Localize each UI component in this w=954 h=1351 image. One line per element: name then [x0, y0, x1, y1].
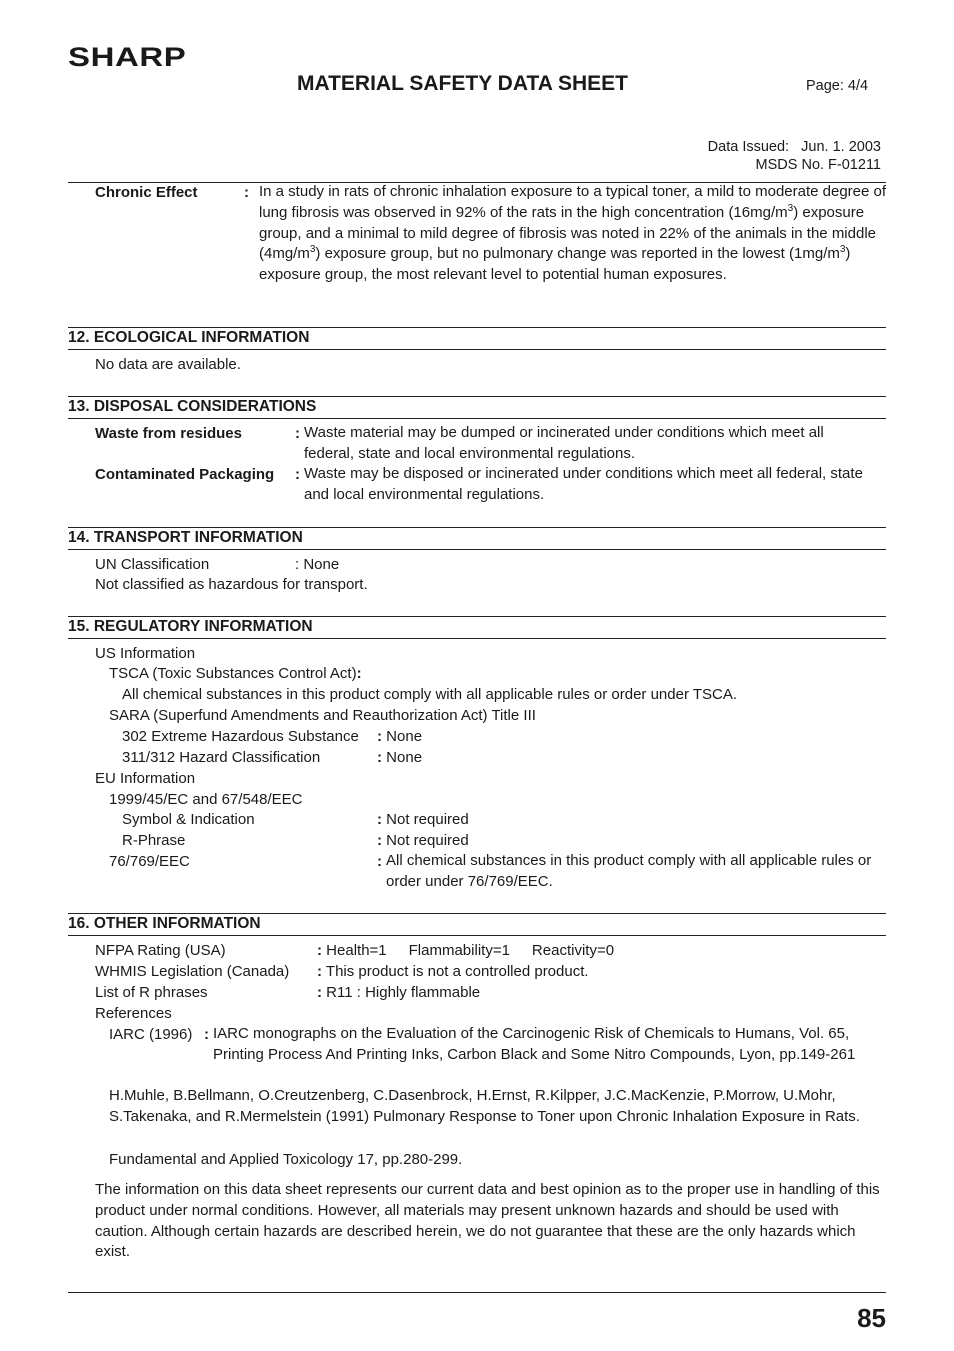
sec14-top-rule: [68, 527, 886, 528]
sec12-bottom-rule: [68, 349, 886, 350]
nfpa-health: Health=1: [326, 942, 387, 959]
eu-information: EU Information: [95, 770, 196, 787]
eec-label: 76/769/EEC: [109, 853, 190, 870]
sec12-heading: 12. ECOLOGICAL INFORMATION: [68, 329, 310, 346]
contaminated-packaging-text: Waste may be disposed or incinerated under conditions which meet all federal, state and local environmental regulations.: [304, 465, 863, 503]
footer-rule: [68, 1292, 886, 1293]
sec13-top-rule: [68, 396, 886, 397]
references-label: References: [95, 1005, 172, 1022]
contaminated-packaging-label: Contaminated Packaging: [95, 466, 275, 483]
tsca-text: All chemical substances in this product comply with all applicable rules or order under TSCA.: [122, 686, 738, 703]
sec14-bottom-rule: [68, 549, 886, 550]
whmis-value: : This product is not a controlled product.: [317, 963, 589, 980]
symbol-indication-label: Symbol & Indication: [122, 811, 255, 828]
iarc-text: IARC monographs on the Evaluation of the Carcinogenic Risk of Chemicals to Humans, Vol. 65, Printing Process And Printing Inks, Carbon Black and Some Nitro Compounds, Lyon, pp.149-261: [213, 1025, 856, 1063]
r-phrases-value: : R11 : Highly flammable: [317, 984, 481, 1001]
sec13-heading: 13. DISPOSAL CONSIDERATIONS: [68, 398, 317, 415]
un-classification-label: UN Classification: [95, 556, 210, 573]
un-classification-value: : None: [295, 556, 340, 573]
s311-label: 311/312 Hazard Classification: [122, 749, 321, 766]
sec15-heading: 15. REGULATORY INFORMATION: [68, 618, 313, 635]
page-number: 85: [857, 1303, 886, 1333]
page-indicator: Page: 4/4: [806, 78, 869, 94]
waste-residues-label: Waste from residues: [95, 425, 242, 442]
whmis-label: WHMIS Legislation (Canada): [95, 963, 290, 980]
disclaimer: The information on this data sheet represents our current data and best opinion as to the proper use in handling of this product under normal conditions. However, all materials may present unknown hazards and should be used with caution. Although certain hazards are described herein, we do not guarantee that these are the only hazards which exist.: [95, 1181, 880, 1261]
s302-value: : None: [377, 728, 423, 745]
r-phrases-label: List of R phrases: [95, 984, 208, 1001]
eec-colon: :: [377, 853, 382, 870]
eu-directive: 1999/45/EC and 67/548/EEC: [109, 791, 303, 808]
chronic-effect-label: Chronic Effect: [95, 184, 198, 201]
sara-label: SARA (Superfund Amendments and Reauthorization Act) Title III: [109, 707, 536, 724]
sec12-text: No data are available.: [95, 356, 241, 373]
sec16-bottom-rule: [68, 935, 886, 936]
nfpa-reactivity: Reactivity=0: [531, 942, 615, 959]
muhle-reference: H.Muhle, B.Bellmann, O.Creutzenberg, C.Dasenbrock, H.Ernst, R.Kilpper, J.C.MacKenzie, P.Morrow, U.Mohr, S.Takenaka, and R.Mermelstein (1991) Pulmonary Response to Toner upon Chronic Inhalation Exposure in Rats.: [109, 1087, 860, 1125]
chronic-effect-colon: :: [244, 184, 249, 201]
iarc-colon: :: [204, 1026, 209, 1043]
contaminated-packaging-colon: :: [295, 466, 300, 483]
sec14-heading: 14. TRANSPORT INFORMATION: [68, 529, 303, 546]
transport-note: Not classified as hazardous for transport.: [95, 576, 368, 593]
eec-value: All chemical substances in this product comply with all applicable rules or order under 76/769/EEC.: [386, 852, 872, 890]
iarc-label: IARC (1996): [109, 1026, 193, 1043]
chronic-effect-text: In a study in rats of chronic inhalation exposure to a typical toner, a mild to moderate degree of lung fibrosis was observed in 92% of the rats in the high concentration $(16mg/m^3)$ exposure group, and a minimal to mild degree of fibrosis was noted in 22% of the animals in the middle $(4mg/m^3)$ exposure group, but no pulmonary change was reported in the lowest $(1mg/m^3)$ exposure group, the most relevant level to potential human exposures.: [259, 183, 887, 284]
sec12-top-rule: [68, 327, 886, 328]
symbol-indication-value: : Not required: [377, 811, 469, 828]
sec16-top-rule: [68, 913, 886, 914]
waste-residues-text: Waste material may be dumped or incinerated under conditions which meet all federal, state and local environmental regulations.: [304, 424, 824, 462]
r-phrase-value: : Not required: [377, 832, 469, 849]
sec15-top-rule: [68, 616, 886, 617]
sec16-heading: 16. OTHER INFORMATION: [68, 915, 261, 932]
nfpa-flammability: Flammability=1: [408, 942, 510, 959]
document-title: MATERIAL SAFETY DATA SHEET: [297, 72, 628, 95]
sec13-bottom-rule: [68, 418, 886, 419]
waste-residues-colon: :: [295, 425, 300, 442]
nfpa-values: : Health=1 Flammability=1 Reactivity=0: [317, 942, 615, 959]
s311-value: : None: [377, 749, 423, 766]
sec15-bottom-rule: [68, 638, 886, 639]
us-information: US Information: [95, 645, 196, 662]
fundamental-reference: Fundamental and Applied Toxicology 17, pp.280-299.: [109, 1151, 463, 1168]
sharp-logo: SHARP: [68, 42, 187, 72]
r-phrase-label: R-Phrase: [122, 832, 186, 849]
data-issued-value: Jun. 1. 2003: [801, 139, 881, 155]
msds-number: MSDS No. F-01211: [755, 157, 881, 173]
s302-label: 302 Extreme Hazardous Substance: [122, 728, 359, 745]
data-issued: [708, 139, 881, 155]
tsca-label: TSCA (Toxic Substances Control Act):: [109, 665, 362, 682]
nfpa-label: NFPA Rating (USA): [95, 942, 226, 959]
data-issued-label: Data Issued:: [707, 139, 790, 155]
